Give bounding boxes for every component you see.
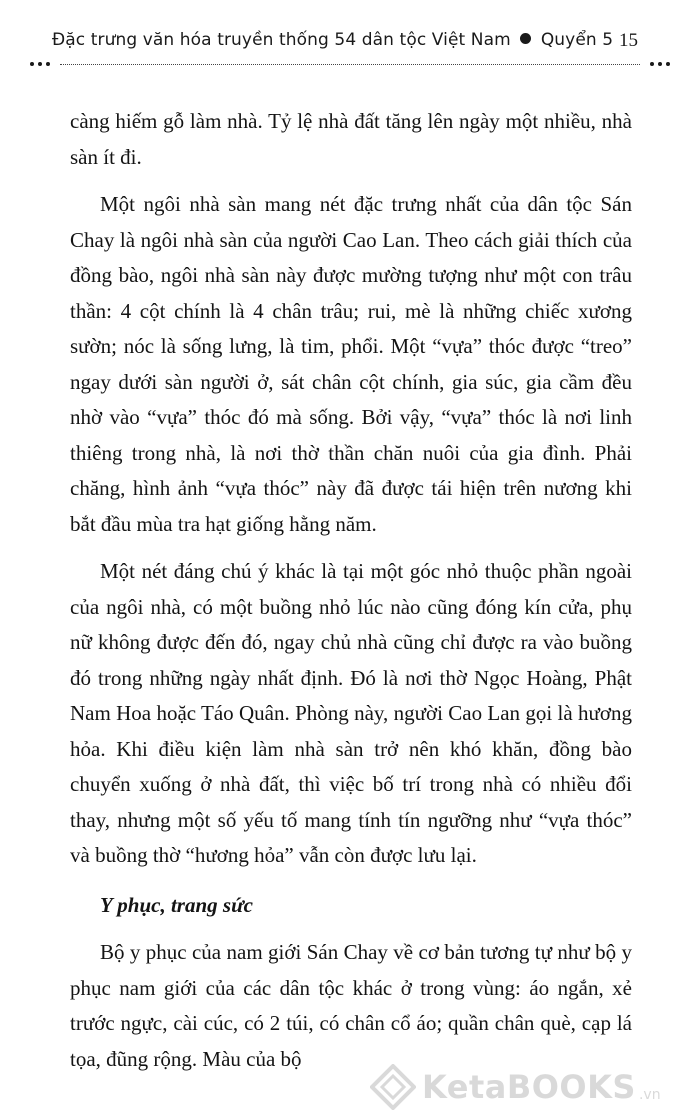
header-divider [30,62,670,66]
divider-dots-left [30,62,50,66]
paragraph: Một nét đáng chú ý khác là tại một góc nhỏ thuộc phần ngoài của ngôi nhà, có một buồng nhỏ lúc nào cũng đóng kín cửa, phụ nữ không được đến đó, ngay chủ nhà cũng chỉ được ra vào buồng đó trong những ngày nhất định. Đó là nơi thờ Ngọc Hoàng, Phật Nam Hoa hoặc Táo Quân. Phòng này, người Cao Lan gọi là hương hỏa. Khi điều kiện làm nhà sàn trở nên khó khăn, đồng bào chuyển xuống ở nhà đất, thì việc bố trí trong nhà có nhiều đổi thay, nhưng một số yếu tố mang tính tín ngưỡng như “vựa thóc” và buồng thờ “hương hỏa” vẫn còn được lưu lại. [70,559,632,867]
paragraph: càng hiếm gỗ làm nhà. Tỷ lệ nhà đất tăng lên ngày một nhiều, nhà sàn ít đi. [70,109,632,169]
bullet-dot-icon [520,33,531,44]
paragraph: Một ngôi nhà sàn mang nét đặc trưng nhất của dân tộc Sán Chay là ngôi nhà sàn của người Cao Lan. Theo cách giải thích của đồng bào, ngôi nhà sàn này được mường tượng như một con trâu thần: 4 cột chính là 4 chân trâu; rui, mè là những chiếc xương sườn; nóc là sống lưng, là tim, phổi. Một “vựa” thóc được “treo” ngay dưới sàn người ở, sát chân cột chính, gia súc, gia cầm đều nhờ vào “vựa” thóc đó mà sống. Bởi vậy, “vựa” thóc là nơi linh thiêng trong nhà, là nơi thờ thần chăn nuôi của gia đình. Phải chăng, hình ảnh “vựa thóc” này đã được tái hiện trên nương khi bắt đầu mùa tra hạt giống hằng năm. [70,192,632,536]
body-text [70,104,632,1089]
divider-dots-right [650,62,670,66]
section-heading: Y phục, trang sức [100,892,253,917]
watermark-tld: .vn [638,1087,661,1103]
volume-label: Quyển 5 [540,30,614,50]
book-title: Đặc trưng văn hóa truyền thống 54 dân tộc Việt Nam [52,30,511,50]
paragraph: Bộ y phục của nam giới Sán Chay về cơ bản tương tự như bộ y phục nam giới của các dân tộc khác ở trong vùng: áo ngắn, xẻ trước ngực, cài cúc, có 2 túi, có chân cổ áo; quần chân què, cạp lá tọa, đũng rộng. Màu của bộ [70,940,632,1071]
watermark-brand: KetaBOOKS [422,1068,636,1106]
page-number: 15 [619,30,638,51]
running-header [52,30,632,50]
divider-line [60,64,640,65]
